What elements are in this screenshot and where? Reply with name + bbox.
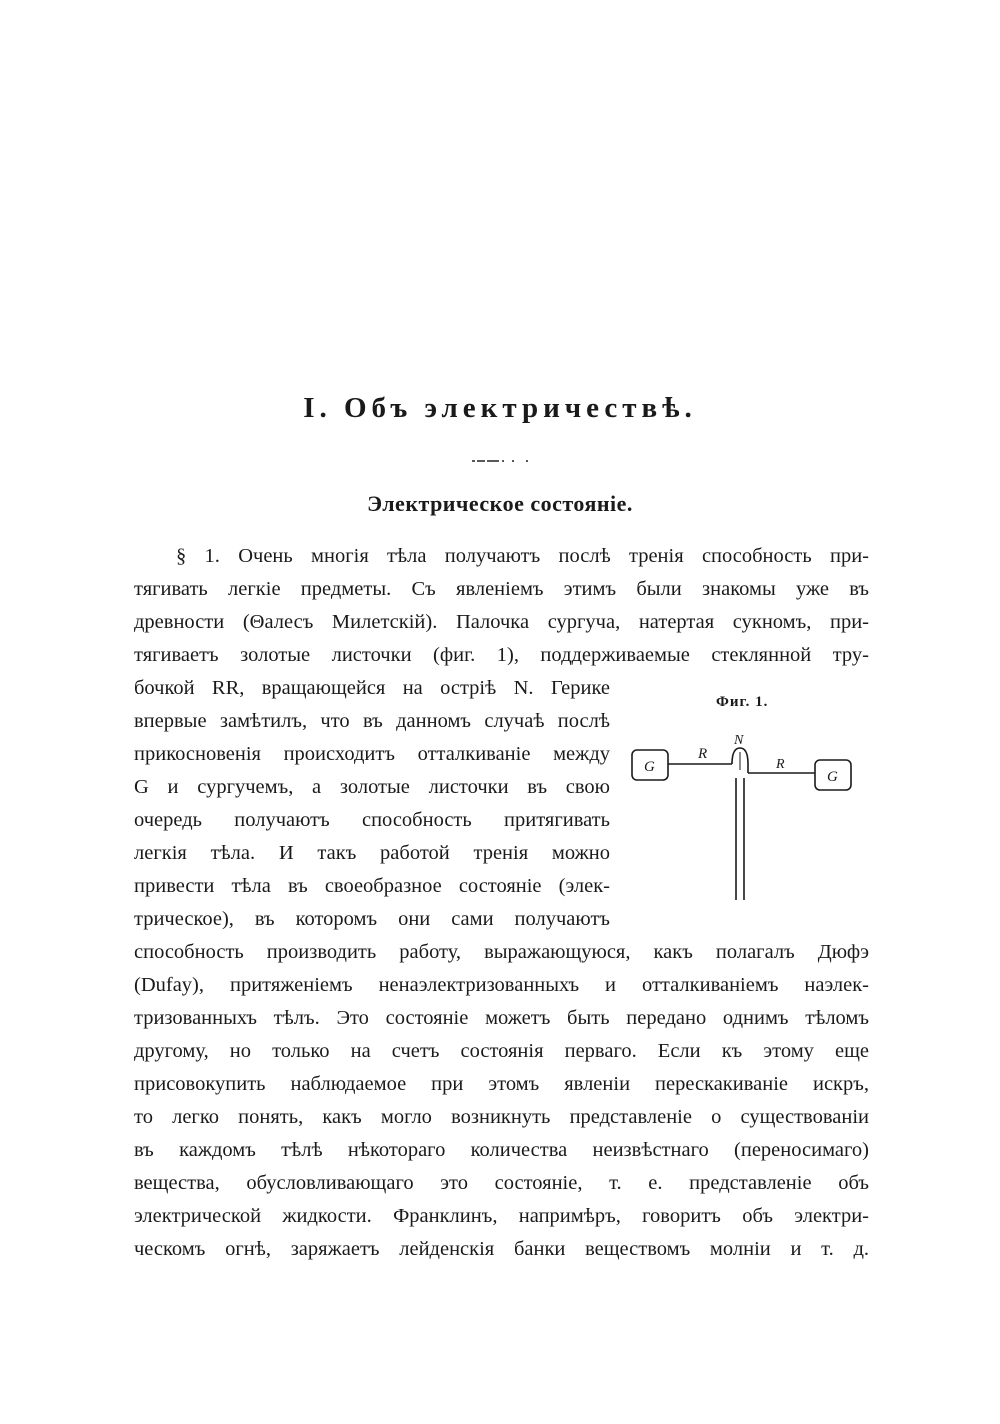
text-line: электрической жидкости. Франклинъ, напримѣръ, говоритъ объ электри- (134, 1205, 869, 1227)
text-line: древности (Θалесъ Милетскій). Палочка сургуча, натертая сукномъ, при- (134, 611, 869, 633)
text-line: то легко понять, какъ могло возникнуть представленіе о существованіи (134, 1106, 869, 1128)
text-line: бочкой RR, вращающейся на остріѣ N. Герике (134, 677, 610, 699)
text-line: тягивать легкіе предметы. Съ явленіемъ этимъ были знакомы уже въ (134, 578, 869, 600)
chapter-title: I. Объ электричествѣ. (303, 392, 697, 424)
text-line: присовокупить наблюдаемое при этомъ явленіи перескакиваніе искръ, (134, 1073, 869, 1095)
figure-caption: Фиг. 1. (716, 694, 769, 710)
text-line: прикосновенія происходитъ отталкиваніе между (134, 743, 610, 765)
figure-1-diagram (620, 720, 880, 910)
text-line: другому, но только на счетъ состоянія перваго. Если къ этому еще (134, 1040, 869, 1062)
text-line: вещества, обусловливающаго это состояніе, т. е. представленіе объ (134, 1172, 869, 1194)
text-line: трическое), въ которомъ они сами получаютъ (134, 908, 610, 930)
text-line: § 1. Очень многія тѣла получаютъ послѣ тренія способность при- (176, 545, 869, 567)
section-title: Электрическое состояніе. (367, 491, 633, 516)
text-line: способность производить работу, выражающуюся, какъ полагалъ Дюфэ (134, 941, 869, 963)
title-ornament (472, 459, 528, 463)
left-rod-label: R (698, 746, 708, 762)
right-leaf-label: G (827, 769, 838, 785)
text-line: въ каждомъ тѣлѣ нѣкотораго количества неизвѣстнаго (переносимаго) (134, 1139, 869, 1161)
text-line: (Dufay), притяженіемъ ненаэлектризованныхъ и отталкиваніемъ наэлек- (134, 974, 869, 996)
text-line: очередь получаютъ способность притягивать (134, 809, 610, 831)
text-line: впервые замѣтилъ, что въ данномъ случаѣ послѣ (134, 710, 610, 732)
left-leaf-label: G (644, 759, 655, 775)
text-line: привести тѣла въ своеобразное состояніе (элек- (134, 875, 610, 897)
text-line: тягиваетъ золотые листочки (фиг. 1), поддерживаемые стеклянной тру- (134, 644, 869, 666)
pivot-label: N (734, 733, 744, 748)
text-line: тризованныхъ тѣлъ. Это состояніе можетъ быть передано однимъ тѣломъ (134, 1007, 869, 1029)
text-line: легкія тѣла. И такъ работой тренія можно (134, 842, 610, 864)
right-rod-label: R (776, 757, 785, 772)
text-line: G и сургучемъ, а золотые листочки въ свою (134, 776, 610, 798)
figure-1 (620, 690, 880, 910)
text-line: ческомъ огнѣ, заряжаетъ лейденскія банки веществомъ молніи и т. д. (134, 1238, 869, 1260)
